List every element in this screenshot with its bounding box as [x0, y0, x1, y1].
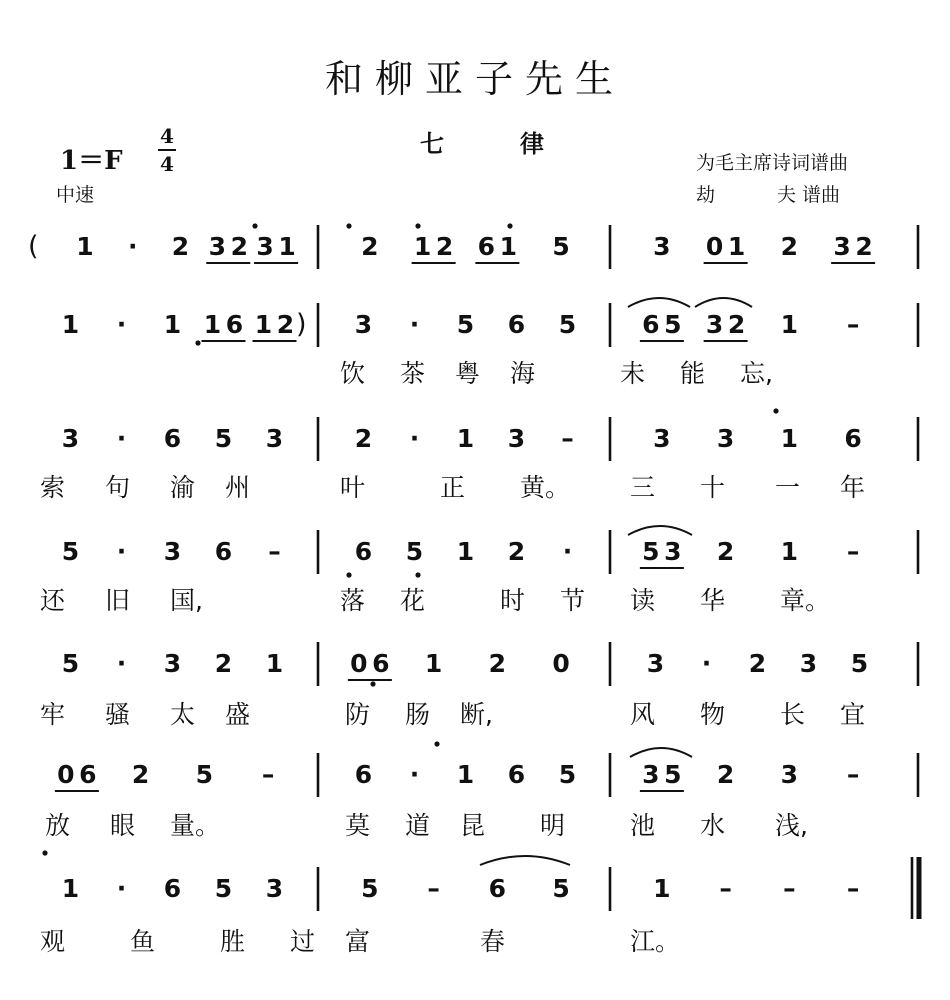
- dot-extension: ·: [409, 424, 420, 453]
- jianpu-note: 0: [57, 760, 75, 789]
- lyrics-credit: 为毛主席诗词谱曲: [696, 152, 849, 174]
- lyric-character: 还: [40, 586, 66, 615]
- jianpu-note: 1: [456, 760, 475, 789]
- octave-dot: [773, 408, 778, 413]
- jianpu-note: 6: [225, 310, 244, 339]
- jianpu-note: 2: [171, 232, 190, 261]
- open-parenthesis: (: [28, 231, 39, 262]
- jianpu-note: 2: [716, 537, 735, 566]
- lyric-character: 国,: [170, 586, 203, 615]
- lyric-character: 浅,: [775, 811, 808, 840]
- jianpu-note: 2: [354, 424, 373, 453]
- slur-mark: [628, 526, 692, 535]
- lyric-character: 十: [700, 473, 726, 502]
- lyric-character: 过: [290, 927, 316, 956]
- dot-extension: ·: [127, 232, 138, 261]
- key-signature: 1＝F: [60, 146, 123, 176]
- dash-extension: –: [268, 537, 281, 566]
- lyric-character: 鱼: [130, 927, 156, 956]
- jianpu-note: 6: [163, 424, 182, 453]
- jianpu-note: 5: [214, 874, 233, 903]
- jianpu-note: 1: [780, 537, 799, 566]
- lyric-character: 骚: [105, 700, 131, 729]
- lyric-character: 章。: [780, 586, 831, 615]
- dash-extension: –: [846, 760, 860, 789]
- dot-extension: ·: [409, 760, 420, 789]
- jianpu-note: 2: [435, 232, 454, 261]
- jianpu-note: 5: [664, 760, 682, 789]
- jianpu-note: 1: [780, 424, 799, 453]
- jianpu-note: 1: [780, 310, 799, 339]
- octave-dot: [415, 572, 420, 577]
- jianpu-note: 3: [653, 232, 671, 261]
- jianpu-note: 2: [230, 232, 249, 261]
- slur-mark: [480, 856, 570, 865]
- jianpu-note: 1: [456, 424, 475, 453]
- jianpu-note: 3: [642, 760, 660, 789]
- jianpu-note: 3: [716, 424, 735, 453]
- lyric-character: 一: [775, 473, 801, 502]
- jianpu-note: 1: [61, 310, 80, 339]
- jianpu-note: 6: [79, 760, 97, 789]
- dot-extension: ·: [116, 874, 127, 903]
- jianpu-note: 3: [780, 760, 799, 789]
- octave-dot: [507, 223, 512, 228]
- dash-extension: –: [719, 874, 732, 903]
- song-title: 和柳亚子先生: [324, 57, 625, 101]
- lyric-character: 太: [170, 700, 196, 729]
- lyric-character: 节: [560, 586, 586, 615]
- jianpu-note: 3: [163, 649, 182, 678]
- jianpu-note: 2: [361, 232, 379, 261]
- lyric-character: 肠: [405, 700, 431, 729]
- jianpu-note: 3: [833, 232, 851, 261]
- lyric-character: 叶: [340, 473, 366, 502]
- octave-dot: [252, 223, 257, 228]
- lyric-character: 正: [440, 473, 466, 502]
- jianpu-note: 6: [488, 874, 507, 903]
- jianpu-note: 5: [642, 537, 660, 566]
- jianpu-note: 2: [716, 760, 735, 789]
- dash-extension: –: [783, 874, 796, 903]
- jianpu-note: 1: [413, 232, 432, 261]
- jianpu-note: 3: [507, 424, 526, 453]
- jianpu-note: 2: [727, 310, 746, 339]
- lyric-character: 明: [540, 811, 566, 840]
- lyric-character: 江。: [630, 927, 681, 956]
- jianpu-note: 2: [488, 649, 507, 678]
- lyric-character: 牢: [40, 700, 66, 729]
- octave-dot: [415, 223, 420, 228]
- octave-dot: [434, 741, 439, 746]
- jianpu-note: 6: [163, 874, 182, 903]
- lyric-character: 未: [620, 359, 646, 388]
- lyric-character: 胜: [220, 927, 246, 956]
- lyric-character: 粤: [455, 359, 481, 388]
- lyric-character: 富: [345, 927, 371, 956]
- jianpu-note: 5: [850, 649, 869, 678]
- jianpu-note: 3: [163, 537, 182, 566]
- jianpu-note: 5: [456, 310, 475, 339]
- lyric-character: 观: [40, 927, 66, 956]
- jianpu-note: 6: [507, 310, 526, 339]
- jianpu-note: 6: [642, 310, 660, 339]
- composer-name: 劫: [696, 184, 716, 206]
- lyric-character: 茶: [400, 359, 426, 388]
- dash-extension: –: [561, 424, 574, 453]
- lyric-character: 三: [630, 473, 656, 502]
- octave-dot: [346, 572, 351, 577]
- composer-role: 夫 谱曲: [777, 184, 841, 206]
- lyric-character: 饮: [340, 359, 366, 388]
- lyric-character: 昆: [460, 811, 486, 840]
- jianpu-note: 1: [727, 232, 746, 261]
- lyric-character: 年: [840, 473, 866, 502]
- lyric-character: 能: [680, 359, 706, 388]
- jianpu-note: 3: [653, 424, 671, 453]
- jianpu-note: 5: [195, 760, 214, 789]
- lyric-character: 索: [40, 473, 66, 502]
- jianpu-note: 1: [456, 537, 475, 566]
- jianpu-note: 3: [705, 310, 724, 339]
- lyric-character: 黄。: [520, 473, 571, 502]
- lyric-character: 道: [405, 811, 431, 840]
- song-subtitle: 七 律: [420, 130, 570, 158]
- jianpu-note: 1: [61, 874, 80, 903]
- dot-extension: ·: [701, 649, 712, 678]
- jianpu-note: 6: [354, 760, 373, 789]
- dash-extension: –: [846, 537, 860, 566]
- dot-extension: ·: [116, 537, 127, 566]
- meter-denominator: 4: [160, 152, 174, 176]
- jianpu-note: 6: [507, 760, 526, 789]
- jianpu-note: 2: [855, 232, 873, 261]
- lyric-character: 断,: [460, 700, 493, 729]
- lyric-character: 风: [630, 700, 656, 729]
- lyric-character: 忘,: [740, 359, 773, 388]
- lyric-character: 花: [400, 586, 426, 615]
- jianpu-note: 6: [844, 424, 862, 453]
- jianpu-note: 3: [61, 424, 80, 453]
- jianpu-note: 1: [203, 310, 222, 339]
- lyric-character: 华: [700, 586, 726, 615]
- jianpu-note: 3: [208, 232, 227, 261]
- slur-mark: [695, 298, 752, 307]
- dash-extension: –: [846, 874, 860, 903]
- dot-extension: ·: [116, 649, 127, 678]
- octave-dot: [346, 223, 351, 228]
- jianpu-note: 5: [558, 310, 577, 339]
- slur-mark: [630, 748, 692, 757]
- lyric-character: 莫: [345, 811, 371, 840]
- jianpu-note: 5: [61, 537, 80, 566]
- octave-dot: [370, 681, 375, 686]
- jianpu-note: 5: [214, 424, 233, 453]
- dot-extension: ·: [409, 310, 420, 339]
- lyric-character: 长: [780, 700, 806, 729]
- jianpu-note: 1: [265, 649, 284, 678]
- jianpu-note: 0: [705, 232, 724, 261]
- lyric-character: 放: [45, 811, 71, 840]
- jianpu-note: 2: [507, 537, 526, 566]
- jianpu-note: 2: [276, 310, 295, 339]
- dot-extension: ·: [116, 310, 127, 339]
- jianpu-note: 5: [552, 874, 570, 903]
- dash-extension: –: [427, 874, 440, 903]
- lyric-character: 池: [630, 811, 656, 840]
- jianpu-note: 3: [646, 649, 665, 678]
- jianpu-note: 3: [265, 874, 284, 903]
- jianpu-note: 5: [361, 874, 379, 903]
- jianpu-note: 1: [163, 310, 182, 339]
- jianpu-note: 1: [254, 310, 273, 339]
- lyric-character: 句: [105, 473, 131, 502]
- octave-dot: [42, 850, 47, 855]
- dot-extension: ·: [562, 537, 573, 566]
- lyric-character: 读: [630, 586, 656, 615]
- lyric-character: 物: [700, 700, 726, 729]
- jianpu-note: 1: [424, 649, 443, 678]
- lyric-character: 海: [510, 359, 536, 388]
- dash-extension: –: [846, 310, 860, 339]
- jianpu-note: 6: [477, 232, 496, 261]
- jianpu-note: 3: [256, 232, 274, 261]
- dash-extension: –: [261, 760, 275, 789]
- jianpu-note: 6: [372, 649, 390, 678]
- octave-dot: [195, 340, 200, 345]
- jianpu-note: 0: [350, 649, 368, 678]
- jianpu-note: 3: [664, 537, 682, 566]
- lyric-character: 春: [480, 927, 506, 956]
- jianpu-note: 6: [214, 537, 233, 566]
- jianpu-note: 5: [61, 649, 80, 678]
- slur-mark: [628, 298, 690, 307]
- lyric-character: 落: [340, 586, 366, 615]
- lyric-character: 眼: [110, 811, 136, 840]
- lyric-character: 时: [500, 586, 526, 615]
- jianpu-note: 5: [552, 232, 570, 261]
- jianpu-note: 2: [748, 649, 767, 678]
- jianpu-note: 6: [354, 537, 373, 566]
- jianpu-note: 5: [558, 760, 577, 789]
- jianpu-note: 3: [354, 310, 373, 339]
- jianpu-note: 1: [499, 232, 518, 261]
- lyric-character: 渝: [170, 473, 196, 502]
- jianpu-note: 2: [131, 760, 150, 789]
- lyric-character: 量。: [170, 811, 221, 840]
- jianpu-note: 3: [265, 424, 284, 453]
- jianpu-note: 1: [76, 232, 94, 261]
- jianpu-note: 2: [780, 232, 799, 261]
- lyric-character: 旧: [105, 586, 131, 615]
- lyric-character: 盛: [225, 700, 251, 729]
- dot-extension: ·: [116, 424, 127, 453]
- jianpu-note: 5: [405, 537, 424, 566]
- close-parenthesis: ): [296, 309, 307, 340]
- jianpu-note: 1: [278, 232, 296, 261]
- lyric-character: 防: [345, 700, 371, 729]
- jianpu-note: 2: [214, 649, 233, 678]
- jianpu-note: 5: [664, 310, 682, 339]
- lyric-character: 水: [700, 811, 726, 840]
- meter-numerator: 4: [160, 124, 174, 148]
- lyric-character: 州: [225, 473, 251, 502]
- jianpu-note: 3: [799, 649, 818, 678]
- jianpu-note: 0: [552, 649, 570, 678]
- jianpu-note: 1: [653, 874, 671, 903]
- lyric-character: 宜: [840, 700, 866, 729]
- tempo-marking: 中速: [56, 184, 95, 206]
